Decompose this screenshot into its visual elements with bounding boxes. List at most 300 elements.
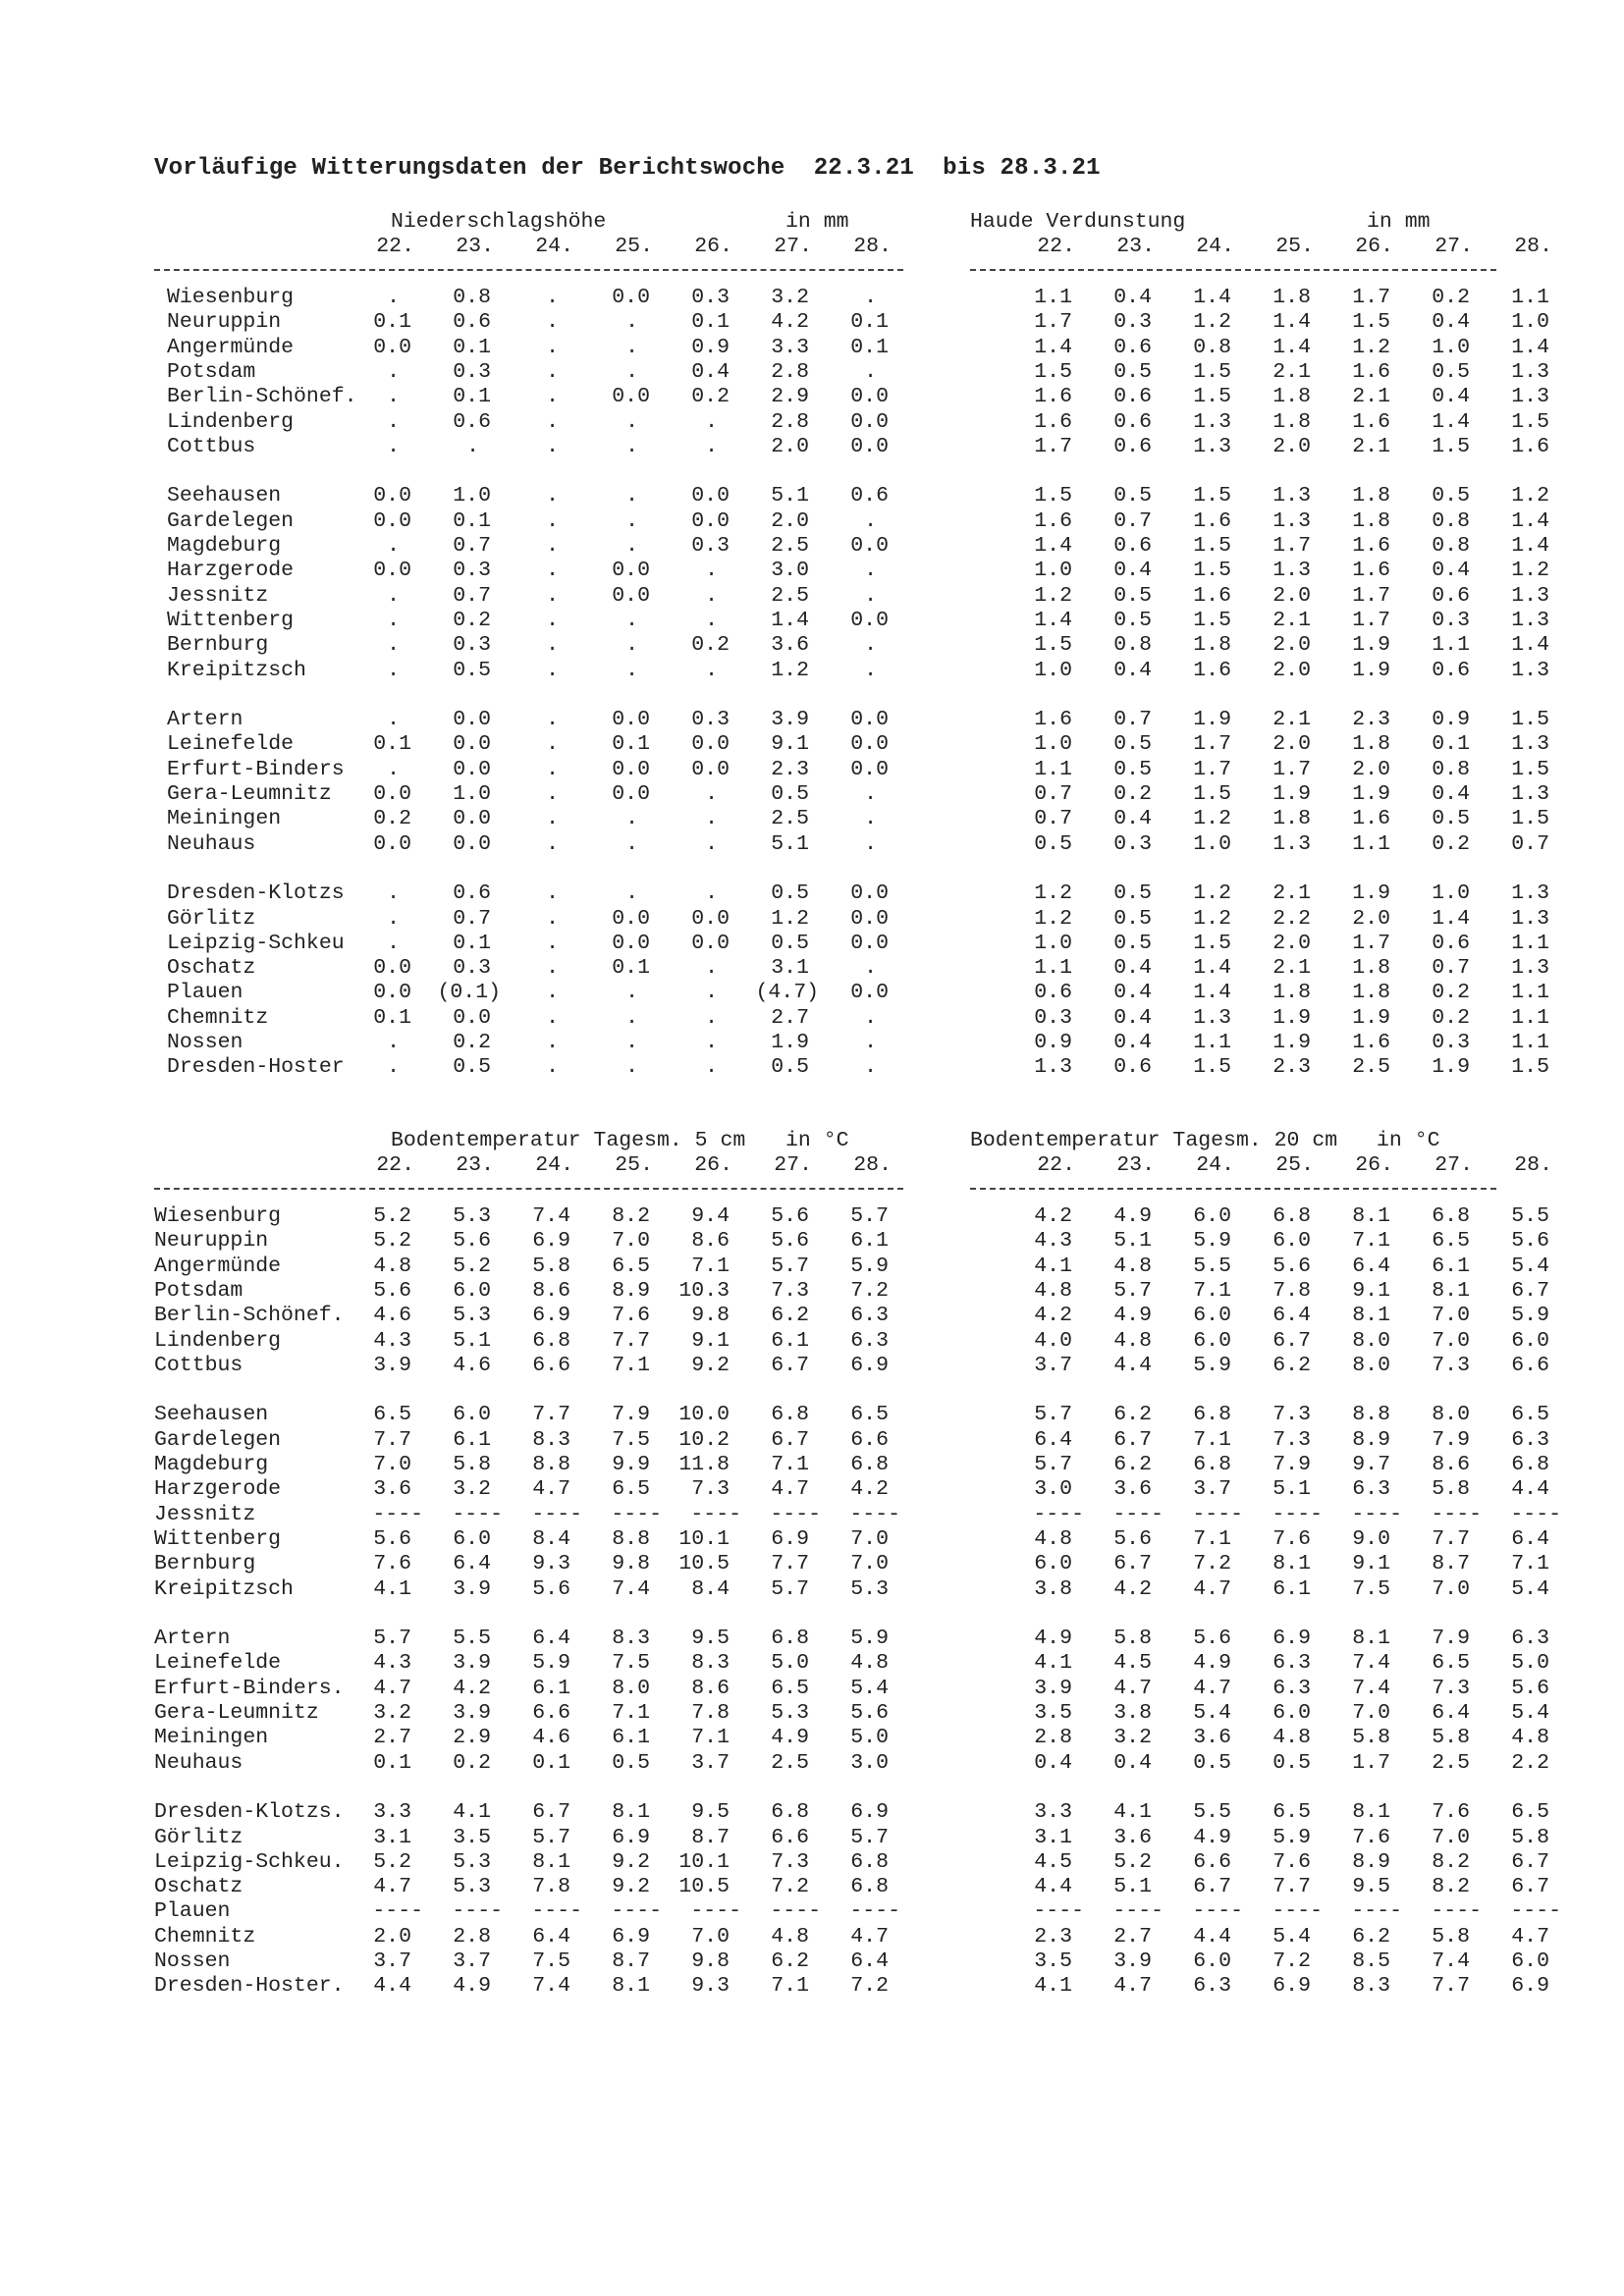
cell-right: 0.5 — [1113, 931, 1152, 955]
cell-left: . — [705, 559, 718, 583]
cell-left: 5.1 — [771, 831, 809, 856]
cell-left: 9.3 — [691, 1974, 730, 1999]
cell-right: 7.2 — [1272, 1949, 1311, 1973]
cell-left: 6.6 — [532, 1353, 570, 1377]
cell-left: 1.0 — [453, 782, 491, 806]
cell-left: 5.2 — [373, 1229, 411, 1254]
cell-left: 3.7 — [691, 1750, 730, 1775]
cell-right: ---- — [1272, 1502, 1323, 1526]
cell-right: 1.5 — [1511, 807, 1549, 831]
cell-left: 7.1 — [771, 1453, 809, 1476]
station-name: Wittenberg — [154, 1526, 282, 1551]
cell-left: 0.6 — [850, 484, 889, 508]
cell-right: 3.8 — [1034, 1576, 1072, 1601]
cell-right: 1.3 — [1511, 583, 1549, 608]
cell-left: 5.3 — [453, 1204, 491, 1228]
cell-right: 1.7 — [1272, 534, 1311, 558]
cell-left: 5.7 — [771, 1576, 809, 1601]
cell-left: . — [625, 831, 638, 856]
cell-right: 1.1 — [1432, 633, 1470, 658]
cell-left: 5.5 — [453, 1627, 491, 1651]
cell-right: 1.1 — [1034, 757, 1072, 781]
cell-left: 5.3 — [850, 1576, 889, 1601]
cell-right: 7.6 — [1272, 1849, 1311, 1874]
cell-left: 8.4 — [691, 1576, 730, 1601]
cell-left: 6.6 — [850, 1427, 889, 1452]
cell-left: 9.2 — [612, 1875, 650, 1899]
cell-left: 8.0 — [612, 1676, 650, 1700]
cell-left: 8.8 — [532, 1453, 570, 1476]
cell-right: 1.3 — [1511, 906, 1549, 931]
cell-left: . — [705, 831, 718, 856]
cell-left: 8.2 — [612, 1204, 650, 1228]
cell-right: 1.0 — [1511, 310, 1549, 335]
cell-left: 9.2 — [612, 1849, 650, 1874]
cell-right: 1.3 — [1511, 385, 1549, 409]
cell-left: 2.3 — [771, 757, 809, 781]
cell-left: 0.0 — [612, 286, 650, 309]
cell-right: 6.8 — [1432, 1204, 1470, 1228]
cell-right: 1.7 — [1193, 757, 1231, 781]
left-heading: Niederschlagshöhe — [391, 210, 607, 234]
cell-left: 2.7 — [373, 1726, 411, 1750]
cell-right: 6.0 — [1193, 1328, 1231, 1353]
cell-right: 1.9 — [1352, 881, 1390, 906]
cell-left: 0.0 — [373, 335, 411, 359]
cell-left: . — [705, 409, 718, 434]
cell-right: 7.0 — [1432, 1825, 1470, 1849]
cell-left: 4.2 — [850, 1477, 889, 1502]
cell-left: 2.7 — [771, 1005, 809, 1030]
cell-left: 3.9 — [771, 708, 809, 732]
cell-right: 1.9 — [1352, 633, 1390, 658]
cell-left: 10.5 — [678, 1552, 730, 1576]
cell-right: 4.2 — [1034, 1304, 1072, 1328]
cell-left: 3.9 — [373, 1353, 411, 1377]
cell-left: 10.3 — [678, 1278, 730, 1303]
cell-left: 4.6 — [532, 1726, 570, 1750]
cell-left: 8.8 — [612, 1526, 650, 1551]
cell-right: 2.7 — [1113, 1924, 1152, 1949]
cell-left: . — [466, 434, 479, 458]
cell-left: 0.8 — [453, 286, 491, 309]
cell-right: 8.0 — [1432, 1403, 1470, 1427]
cell-left: 0.2 — [691, 385, 730, 409]
cell-left: 9.8 — [691, 1304, 730, 1328]
cell-left: 7.3 — [771, 1278, 809, 1303]
cell-right: 6.3 — [1193, 1974, 1231, 1999]
cell-left: 8.3 — [532, 1427, 570, 1452]
cell-right: 0.3 — [1034, 1005, 1072, 1030]
cell-left: 4.7 — [771, 1477, 809, 1502]
day-header-right: 27. — [1435, 1153, 1473, 1177]
day-header-left: 26. — [694, 1153, 732, 1177]
cell-right: 5.9 — [1511, 1304, 1549, 1328]
cell-right: 1.3 — [1511, 956, 1549, 981]
cell-right: 0.8 — [1193, 335, 1231, 359]
cell-left: 10.1 — [678, 1526, 730, 1551]
cell-left: . — [625, 534, 638, 558]
cell-right: 0.1 — [1432, 732, 1470, 757]
cell-right: 6.6 — [1193, 1849, 1231, 1874]
cell-left: 3.9 — [453, 1651, 491, 1676]
cell-left: 0.0 — [850, 931, 889, 955]
cell-right: 4.9 — [1193, 1825, 1231, 1849]
cell-right: 3.8 — [1113, 1701, 1152, 1725]
cell-left: 0.4 — [691, 359, 730, 384]
cell-left: . — [705, 807, 718, 831]
cell-left: . — [864, 831, 877, 856]
cell-right: 7.7 — [1432, 1974, 1470, 1999]
cell-left: . — [625, 807, 638, 831]
cell-left: 0.5 — [771, 881, 809, 906]
cell-left: 2.0 — [373, 1924, 411, 1949]
cell-right: 7.5 — [1352, 1576, 1390, 1601]
cell-right: 0.4 — [1432, 782, 1470, 806]
cell-right: 2.0 — [1272, 633, 1311, 658]
cell-right: 7.3 — [1432, 1353, 1470, 1377]
cell-left: 0.3 — [453, 956, 491, 981]
cell-left: 2.0 — [771, 434, 809, 458]
cell-left: 9.5 — [691, 1627, 730, 1651]
cell-right: 1.7 — [1272, 757, 1311, 781]
cell-right: 9.5 — [1352, 1875, 1390, 1899]
cell-left: 2.0 — [771, 508, 809, 533]
day-header-left: 24. — [535, 1153, 573, 1177]
cell-right: 0.3 — [1432, 1031, 1470, 1054]
cell-left: 6.5 — [771, 1676, 809, 1700]
cell-left: 9.8 — [612, 1552, 650, 1576]
cell-right: 1.3 — [1193, 1005, 1231, 1030]
cell-right: 1.5 — [1193, 608, 1231, 632]
cell-right: 0.6 — [1113, 385, 1152, 409]
cell-right: 1.7 — [1352, 608, 1390, 632]
cell-left: 0.0 — [612, 385, 650, 409]
day-header-right: 27. — [1435, 235, 1473, 258]
cell-left: 3.5 — [453, 1825, 491, 1849]
cell-left: . — [546, 1005, 559, 1030]
cell-right: 1.5 — [1193, 385, 1231, 409]
cell-right: 0.4 — [1113, 559, 1152, 583]
cell-right: 1.2 — [1193, 881, 1231, 906]
cell-right: 1.8 — [1352, 981, 1390, 1005]
cell-left: 7.2 — [771, 1875, 809, 1899]
cell-left: . — [546, 484, 559, 508]
cell-right: 0.2 — [1432, 981, 1470, 1005]
cell-left: 0.6 — [453, 310, 491, 335]
cell-left: 0.1 — [453, 931, 491, 955]
cell-left: . — [387, 633, 400, 658]
cell-left: 7.1 — [771, 1974, 809, 1999]
cell-right: 1.1 — [1511, 981, 1549, 1005]
cell-right: 5.8 — [1432, 1924, 1470, 1949]
station-name: Kreipitzsch — [167, 658, 306, 682]
cell-right: 5.8 — [1113, 1627, 1152, 1651]
cell-right: 1.5 — [1193, 559, 1231, 583]
cell-right: 4.4 — [1113, 1353, 1152, 1377]
cell-left: 0.6 — [453, 881, 491, 906]
cell-right: 5.8 — [1432, 1726, 1470, 1750]
cell-left: 7.4 — [612, 1576, 650, 1601]
cell-left: . — [546, 335, 559, 359]
station-name: Dresden-Klotzs. — [154, 1800, 345, 1825]
day-header-right: 25. — [1275, 1153, 1314, 1177]
cell-right: 1.4 — [1432, 906, 1470, 931]
cell-right: ---- — [1510, 1899, 1561, 1924]
cell-right: 1.6 — [1193, 658, 1231, 682]
cell-right: 1.0 — [1432, 881, 1470, 906]
cell-left: 3.3 — [373, 1800, 411, 1825]
cell-right: 0.3 — [1113, 310, 1152, 335]
cell-left: . — [705, 1005, 718, 1030]
cell-left: 0.1 — [453, 335, 491, 359]
cell-right: 1.4 — [1193, 286, 1231, 309]
cell-left: . — [625, 409, 638, 434]
cell-left: 8.6 — [691, 1676, 730, 1700]
cell-right: 6.6 — [1511, 1353, 1549, 1377]
cell-right: 5.8 — [1511, 1825, 1549, 1849]
cell-left: 0.0 — [691, 484, 730, 508]
cell-left: 0.1 — [373, 310, 411, 335]
cell-right: 1.3 — [1193, 434, 1231, 458]
cell-right: 1.9 — [1272, 1031, 1311, 1054]
left-unit: in °C — [785, 1129, 849, 1152]
cell-right: 2.3 — [1034, 1924, 1072, 1949]
station-name: Meiningen — [167, 807, 282, 831]
station-name: Neuhaus — [167, 831, 256, 856]
cell-left: 11.8 — [678, 1453, 730, 1476]
cell-right: 5.6 — [1272, 1254, 1311, 1278]
cell-right: 5.6 — [1511, 1676, 1549, 1700]
station-name: Neuruppin — [167, 310, 282, 335]
cell-left: 5.3 — [771, 1701, 809, 1725]
cell-right: ---- — [1431, 1899, 1482, 1924]
cell-right: 8.2 — [1432, 1849, 1470, 1874]
cell-right: 1.5 — [1511, 708, 1549, 732]
cell-left: . — [705, 1031, 718, 1054]
cell-left: 7.4 — [532, 1204, 570, 1228]
cell-right: 4.4 — [1511, 1477, 1549, 1502]
cell-right: 0.3 — [1432, 608, 1470, 632]
cell-left: 0.1 — [850, 335, 889, 359]
cell-left: 6.0 — [453, 1526, 491, 1551]
cell-left: 6.4 — [532, 1627, 570, 1651]
cell-left: 2.5 — [771, 534, 809, 558]
cell-left: 2.5 — [771, 807, 809, 831]
cell-left: 2.9 — [453, 1726, 491, 1750]
cell-right: 5.9 — [1193, 1353, 1231, 1377]
cell-left: 0.2 — [373, 807, 411, 831]
cell-right: 0.4 — [1113, 286, 1152, 309]
cell-right: 0.6 — [1113, 434, 1152, 458]
cell-right: 1.9 — [1432, 1055, 1470, 1080]
day-header-left: 23. — [456, 1153, 494, 1177]
left-unit: in mm — [785, 210, 849, 234]
cell-left: 0.0 — [850, 881, 889, 906]
cell-left: 5.1 — [453, 1328, 491, 1353]
day-header-left: 25. — [615, 1153, 653, 1177]
cell-right: 1.4 — [1034, 608, 1072, 632]
cell-right: 1.4 — [1511, 508, 1549, 533]
day-header-right: 26. — [1355, 1153, 1393, 1177]
station-name: Bernburg — [167, 633, 269, 658]
cell-left: 6.1 — [453, 1427, 491, 1452]
cell-left: 3.6 — [373, 1477, 411, 1502]
cell-left: 5.6 — [373, 1526, 411, 1551]
cell-left: . — [387, 434, 400, 458]
cell-right: 0.8 — [1113, 633, 1152, 658]
cell-right: 6.5 — [1432, 1651, 1470, 1676]
cell-right: 0.6 — [1432, 658, 1470, 682]
cell-left: . — [546, 385, 559, 409]
cell-right: 0.7 — [1034, 782, 1072, 806]
cell-left: . — [387, 608, 400, 632]
cell-right: 0.4 — [1432, 559, 1470, 583]
cell-left: 5.7 — [850, 1204, 889, 1228]
cell-left: . — [625, 608, 638, 632]
cell-left: 7.0 — [612, 1229, 650, 1254]
cell-right: 5.9 — [1272, 1825, 1311, 1849]
cell-right: 6.4 — [1352, 1254, 1390, 1278]
cell-left: 6.1 — [771, 1328, 809, 1353]
cell-right: 8.9 — [1352, 1849, 1390, 1874]
cell-right: 8.3 — [1352, 1974, 1390, 1999]
cell-right: 8.1 — [1352, 1204, 1390, 1228]
cell-right: 2.1 — [1272, 881, 1311, 906]
cell-left: 4.7 — [532, 1477, 570, 1502]
cell-left: 0.7 — [453, 534, 491, 558]
cell-right: 2.2 — [1511, 1750, 1549, 1775]
cell-right: 1.3 — [1272, 508, 1311, 533]
cell-left: 7.3 — [771, 1849, 809, 1874]
cell-right: 0.6 — [1432, 931, 1470, 955]
cell-left: 1.2 — [771, 906, 809, 931]
cell-left: . — [546, 956, 559, 981]
cell-right: 6.5 — [1511, 1800, 1549, 1825]
cell-left: 0.0 — [612, 559, 650, 583]
cell-left: 3.7 — [373, 1949, 411, 1973]
cell-left: 0.0 — [612, 757, 650, 781]
cell-left: 4.4 — [373, 1974, 411, 1999]
right-unit: in °C — [1377, 1129, 1440, 1152]
cell-left: ---- — [531, 1502, 582, 1526]
cell-right: 4.7 — [1113, 1974, 1152, 1999]
cell-left: . — [387, 359, 400, 384]
cell-right: 8.6 — [1432, 1453, 1470, 1476]
cell-right: 1.2 — [1511, 559, 1549, 583]
cell-right: 1.1 — [1034, 956, 1072, 981]
cell-right: 1.4 — [1511, 633, 1549, 658]
cell-left: . — [546, 1055, 559, 1080]
cell-right: 1.4 — [1511, 534, 1549, 558]
cell-left: 0.0 — [850, 534, 889, 558]
cell-right: 6.4 — [1511, 1526, 1549, 1551]
cell-right: 0.5 — [1113, 732, 1152, 757]
cell-right: 3.6 — [1113, 1477, 1152, 1502]
cell-left: 0.1 — [453, 385, 491, 409]
cell-left: . — [546, 831, 559, 856]
cell-right: 1.3 — [1272, 831, 1311, 856]
cell-right: 1.7 — [1352, 583, 1390, 608]
cell-right: 0.3 — [1113, 831, 1152, 856]
cell-left: ---- — [849, 1899, 900, 1924]
cell-right: 7.4 — [1432, 1949, 1470, 1973]
cell-right: 4.9 — [1113, 1204, 1152, 1228]
cell-right: 6.2 — [1352, 1924, 1390, 1949]
cell-left: 7.1 — [691, 1726, 730, 1750]
cell-left: 7.2 — [850, 1278, 889, 1303]
station-name: Cottbus — [154, 1353, 244, 1377]
cell-left: . — [864, 807, 877, 831]
cell-right: 8.1 — [1352, 1304, 1390, 1328]
cell-left: 0.0 — [691, 757, 730, 781]
cell-left: . — [625, 1055, 638, 1080]
day-header-left: 22. — [376, 235, 414, 258]
cell-right: 5.1 — [1272, 1477, 1311, 1502]
cell-right: 8.5 — [1352, 1949, 1390, 1973]
cell-left: (4.7) — [755, 981, 819, 1005]
cell-left: 7.0 — [850, 1552, 889, 1576]
cell-right: 1.4 — [1193, 956, 1231, 981]
cell-right: 7.9 — [1432, 1427, 1470, 1452]
cell-right: 8.9 — [1352, 1427, 1390, 1452]
cell-right: 1.2 — [1511, 484, 1549, 508]
station-name: Angermünde — [167, 335, 295, 359]
cell-right: 1.9 — [1193, 708, 1231, 732]
station-name: Nossen — [154, 1949, 231, 1973]
cell-right: 0.5 — [1113, 906, 1152, 931]
cell-right: 8.1 — [1432, 1278, 1470, 1303]
cell-right: 2.0 — [1272, 658, 1311, 682]
cell-left: . — [546, 732, 559, 757]
cell-right: 1.8 — [1352, 732, 1390, 757]
cell-right: 1.5 — [1034, 484, 1072, 508]
cell-left: 0.0 — [373, 559, 411, 583]
cell-right: 0.4 — [1113, 807, 1152, 831]
cell-left: . — [546, 881, 559, 906]
cell-left: 0.7 — [453, 906, 491, 931]
cell-right: 7.3 — [1272, 1403, 1311, 1427]
cell-right: 4.8 — [1113, 1328, 1152, 1353]
cell-left: 10.5 — [678, 1875, 730, 1899]
cell-right: 1.4 — [1034, 534, 1072, 558]
cell-right: 6.8 — [1272, 1204, 1311, 1228]
cell-right: 1.8 — [1272, 409, 1311, 434]
cell-left: ---- — [770, 1899, 821, 1924]
cell-right: 1.4 — [1193, 981, 1231, 1005]
cell-right: 1.3 — [1034, 1055, 1072, 1080]
day-header-left: 28. — [853, 235, 892, 258]
cell-right: 1.0 — [1432, 335, 1470, 359]
cell-left: . — [625, 1005, 638, 1030]
cell-right: 6.4 — [1272, 1304, 1311, 1328]
station-name: Artern — [154, 1627, 231, 1651]
cell-left: 0.1 — [691, 310, 730, 335]
day-header-left: 25. — [615, 235, 653, 258]
station-name: Berlin-Schönef. — [167, 385, 357, 409]
cell-right: 7.1 — [1193, 1427, 1231, 1452]
cell-right: ---- — [1033, 1899, 1084, 1924]
cell-right: 1.6 — [1034, 508, 1072, 533]
cell-left: 7.7 — [532, 1403, 570, 1427]
cell-left: 0.1 — [373, 732, 411, 757]
cell-right: 0.2 — [1113, 782, 1152, 806]
cell-left: 0.1 — [612, 956, 650, 981]
cell-right: 1.3 — [1511, 658, 1549, 682]
cell-left: . — [546, 757, 559, 781]
cell-left: 3.3 — [771, 335, 809, 359]
cell-right: 1.2 — [1034, 583, 1072, 608]
